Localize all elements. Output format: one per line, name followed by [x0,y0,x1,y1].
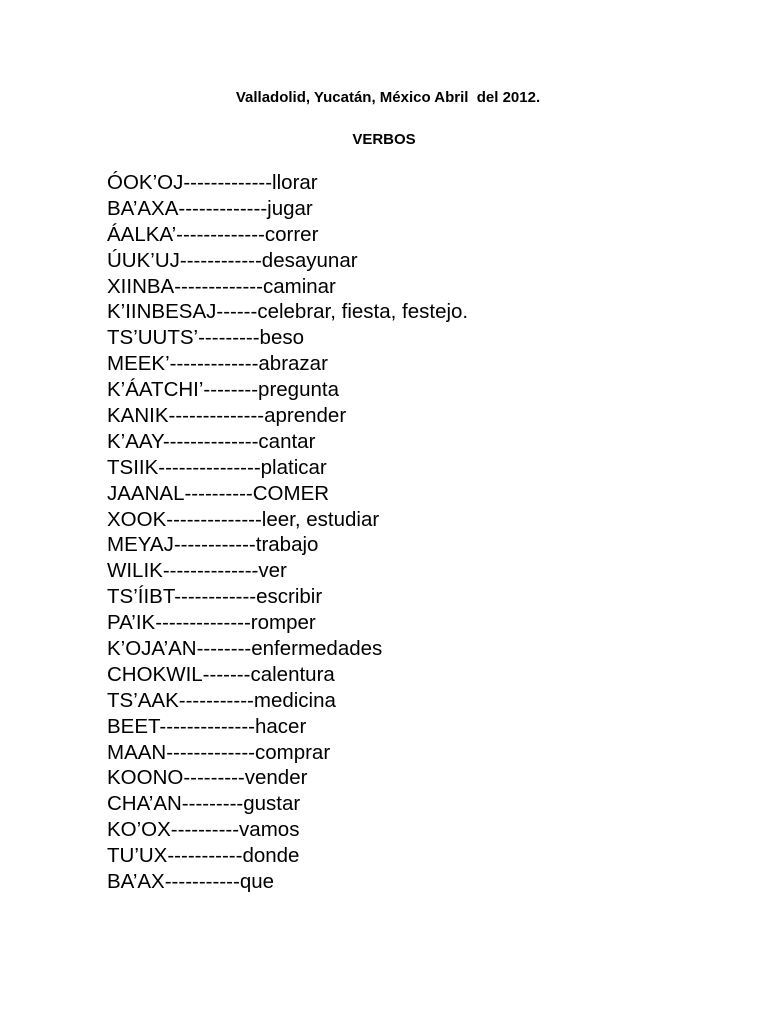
verb-entry: ÚUK’UJ------------desayunar [107,248,358,272]
verb-entry: WILIK--------------ver [107,559,287,583]
verb-entry: TS’AAK-----------medicina [107,688,336,712]
verb-entry: K’IINBESAJ------celebrar, fiesta, festejo. [107,300,469,324]
verb-entry: KANIK--------------aprender [107,404,347,428]
verb-entry: K’OJA’AN--------enfermedades [107,637,383,661]
verb-entry: MAAN-------------comprar [107,740,331,764]
verb-entry: KOONO---------vender [107,766,308,790]
verb-entry: PA’IK--------------romper [107,611,316,635]
verb-entry: CHA’AN---------gustar [107,792,301,816]
verb-entry: CHOKWIL-------calentura [107,662,335,686]
verb-entry: TS’UUTS’---------beso [107,326,305,350]
verb-entry: XOOK--------------leer, estudiar [107,507,380,531]
verb-entry: XIINBA-------------caminar [107,274,336,298]
verb-entry: K’ÁATCHI’--------pregunta [107,378,339,402]
verb-list [107,170,468,895]
verb-entry: ÁALKA’-------------correr [107,222,319,246]
verb-entry: KO’OX----------vamos [107,818,300,842]
verb-entry: MEYAJ------------trabajo [107,533,319,557]
verb-entry: TSIIK---------------platicar [107,455,327,479]
verb-entry: BA’AX-----------que [107,870,275,894]
verb-entry: BEET--------------hacer [107,714,307,738]
verb-entry: K’AAY--------------cantar [107,429,316,453]
verb-entry: TS’ÍIBT------------escribir [107,585,323,609]
document-header: Valladolid, Yucatán, México Abril del 2012. [235,89,541,106]
verb-entry: MEEK’-------------abrazar [107,352,328,376]
verb-entry: BA’AXA-------------jugar [107,196,313,220]
verb-entry: JAANAL----------COMER [107,481,330,505]
section-title: VERBOS [352,131,416,148]
verb-entry: TU’UX-----------donde [107,844,300,868]
verb-entry: ÓOK’OJ-------------llorar [107,171,318,194]
